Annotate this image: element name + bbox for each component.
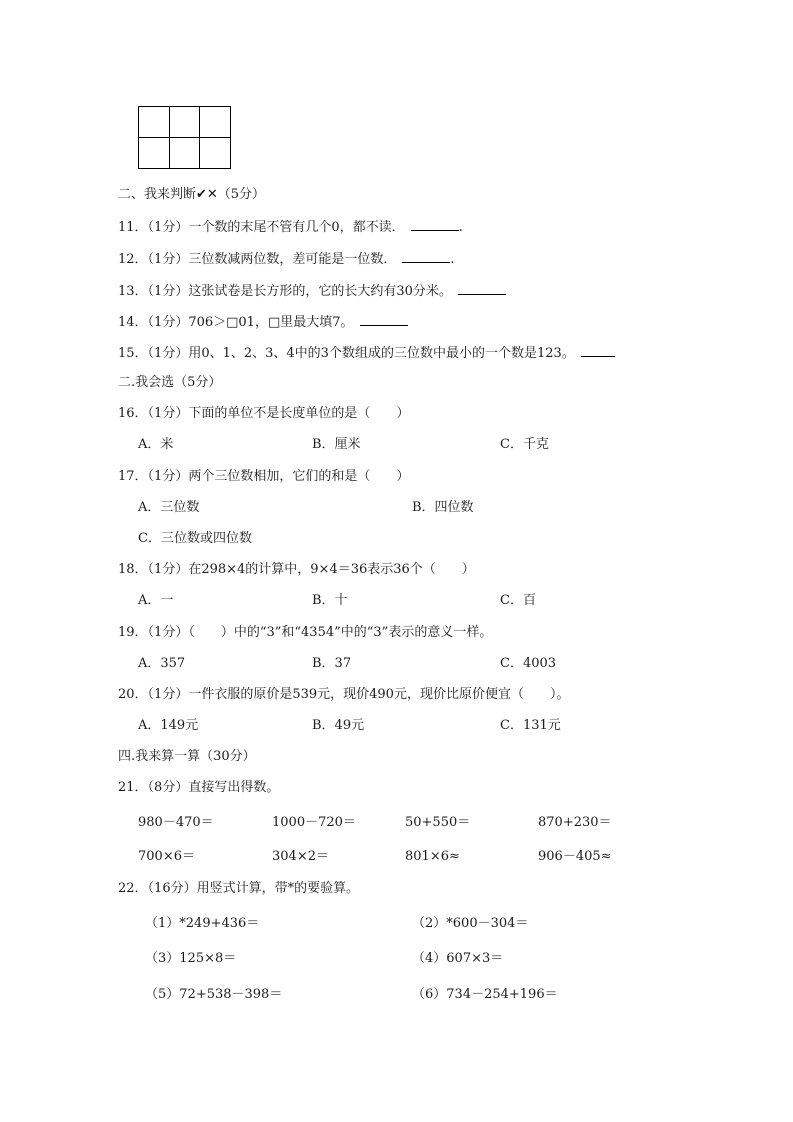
calc-item: 980－470＝ bbox=[138, 815, 214, 830]
question-21: 21．（8分）直接写出得数。 bbox=[118, 780, 280, 795]
grid-cell bbox=[139, 107, 170, 138]
answer-blank[interactable] bbox=[411, 218, 459, 231]
grid-cell bbox=[170, 138, 201, 169]
option-c[interactable]: C．百 bbox=[500, 593, 536, 608]
vertical-calc-item: （2）*600－304＝ bbox=[412, 916, 529, 931]
option-a[interactable]: A．三位数 bbox=[138, 500, 200, 515]
option-a[interactable]: A．米 bbox=[138, 437, 174, 452]
section-heading-judge: 二、我来判断✔✕（5分） bbox=[118, 187, 266, 202]
question-text: 14．（1分）706＞□01，□里最大填7。 bbox=[118, 315, 354, 330]
question-suffix: . bbox=[450, 252, 455, 267]
answer-blank[interactable] bbox=[402, 250, 450, 263]
option-a[interactable]: A．149元 bbox=[138, 718, 199, 733]
section-heading-choose: 二.我会选（5分） bbox=[118, 375, 222, 390]
option-b[interactable]: B．十 bbox=[312, 593, 348, 608]
grid-cell bbox=[200, 138, 231, 169]
option-a[interactable]: A．357 bbox=[138, 656, 186, 671]
question-18: 18．（1分）在298×4的计算中，9×4＝36表示36个（ ） bbox=[118, 562, 475, 577]
calc-item: 700×6＝ bbox=[138, 849, 195, 864]
option-a[interactable]: A．一 bbox=[138, 593, 174, 608]
option-c[interactable]: C．131元 bbox=[500, 718, 561, 733]
option-c[interactable]: C．三位数或四位数 bbox=[138, 531, 252, 546]
question-text: 13．（1分）这张试卷是长方形的，它的长大约有30分米。 bbox=[118, 284, 452, 299]
calc-item: 906－405≈ bbox=[538, 849, 612, 864]
calc-item: 801×6≈ bbox=[405, 849, 460, 864]
grid-cell bbox=[139, 138, 170, 169]
question-text: 11．（1分）一个数的末尾不管有几个0，都不读． bbox=[118, 220, 405, 235]
question-14 bbox=[118, 313, 408, 331]
question-13 bbox=[118, 282, 506, 300]
grid-cell bbox=[200, 107, 231, 138]
option-c[interactable]: C．4003 bbox=[500, 656, 557, 671]
option-b[interactable]: B．37 bbox=[312, 656, 352, 671]
section-heading-calculate: 四.我来算一算（30分） bbox=[118, 749, 256, 764]
vertical-calc-item: （3）125×8＝ bbox=[145, 951, 237, 966]
answer-blank[interactable] bbox=[458, 282, 506, 295]
question-17: 17．（1分）两个三位数相加，它们的和是（ ） bbox=[118, 469, 410, 484]
question-22: 22．（16分）用竖式计算，带*的要验算。 bbox=[118, 881, 360, 896]
calc-item: 870+230＝ bbox=[538, 815, 612, 830]
question-20: 20．（1分）一件衣服的原价是539元，现价490元，现价比原价便宜（ ）。 bbox=[118, 687, 570, 702]
grid-cell bbox=[170, 107, 201, 138]
question-text: 12．（1分）三位数减两位数，差可能是一位数． bbox=[118, 252, 397, 267]
vertical-calc-item: （1）*249+436＝ bbox=[145, 916, 260, 931]
answer-blank[interactable] bbox=[360, 313, 408, 326]
question-16: 16．（1分）下面的单位不是长度单位的是（ ） bbox=[118, 406, 410, 421]
question-12 bbox=[118, 250, 454, 268]
option-b[interactable]: B．四位数 bbox=[412, 500, 474, 515]
question-15 bbox=[118, 344, 615, 362]
option-b[interactable]: B．49元 bbox=[312, 718, 365, 733]
calc-item: 1000－720＝ bbox=[272, 815, 356, 830]
vertical-calc-item: （4）607×3＝ bbox=[412, 951, 504, 966]
answer-blank[interactable] bbox=[581, 344, 615, 357]
option-b[interactable]: B．厘米 bbox=[312, 437, 361, 452]
question-suffix: . bbox=[458, 220, 463, 235]
option-c[interactable]: C．千克 bbox=[500, 437, 549, 452]
question-11 bbox=[118, 218, 463, 236]
calc-item: 50+550＝ bbox=[405, 815, 471, 830]
question-text: 15．（1分）用0、1、2、3、4中的3个数组成的三位数中最小的一个数是123。 bbox=[118, 346, 575, 361]
vertical-calc-item: （6）734－254+196＝ bbox=[412, 987, 558, 1002]
vertical-calc-item: （5）72+538－398＝ bbox=[145, 987, 283, 1002]
figure-grid bbox=[138, 106, 231, 169]
calc-item: 304×2＝ bbox=[272, 849, 329, 864]
question-19: 19．（1分）（ ）中的“3”和“4354”中的“3”表示的意义一样。 bbox=[118, 625, 493, 640]
